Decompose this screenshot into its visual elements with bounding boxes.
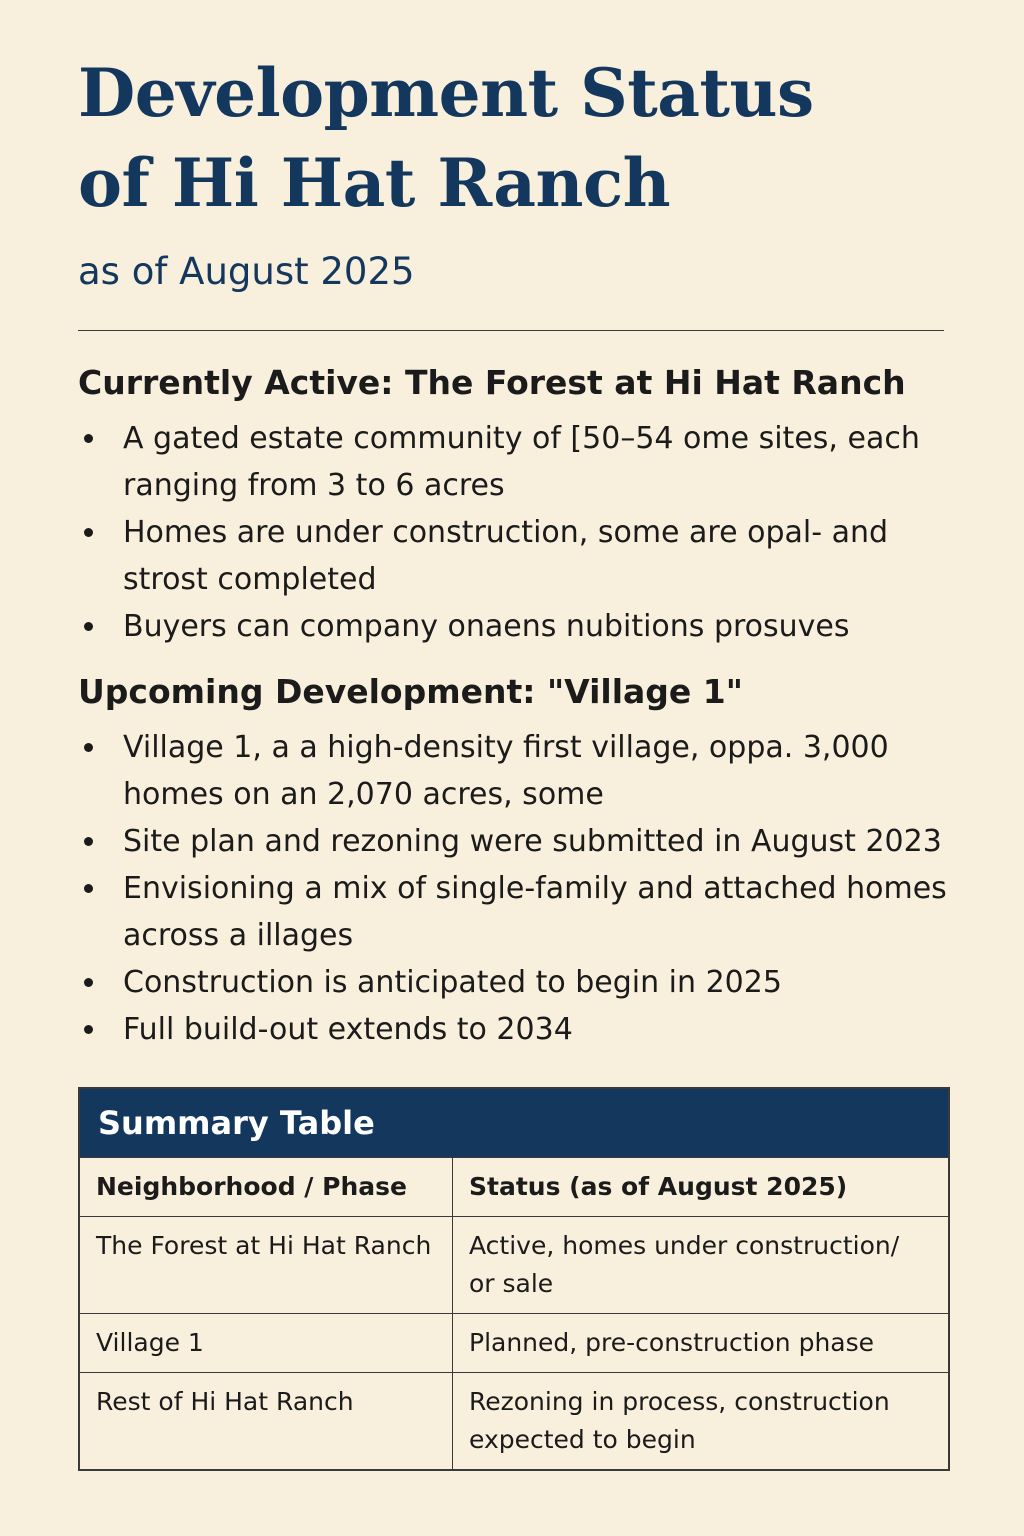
bullet-icon — [84, 837, 93, 846]
bullet-text: A gated estate community of [50–54 ome sites, each ranging from 3 to 6 acres — [123, 421, 920, 503]
section-heading-upcoming: Upcoming Development: "Village 1" — [78, 672, 743, 711]
bullet-text: Envisioning a mix of single-family and attached homes across a illages — [123, 871, 947, 953]
table-cell-phase: Rest of Hi Hat Ranch — [80, 1373, 453, 1470]
section-heading-active: Currently Active: The Forest at Hi Hat Ranch — [78, 363, 906, 402]
summary-table — [78, 1087, 950, 1471]
bullet-text: Homes are under construction, some are opal- and strost completed — [123, 515, 889, 597]
list-item — [78, 603, 948, 650]
table-header-row — [80, 1158, 948, 1217]
bullet-icon — [84, 884, 93, 893]
table-row — [80, 1314, 948, 1373]
bullet-text: Full build-out extends to 2034 — [123, 1012, 573, 1047]
upcoming-bullet-list — [78, 724, 948, 1053]
page-title — [78, 48, 948, 228]
bullet-text: Buyers can company onaens nubitions prosuves — [123, 609, 850, 644]
bullet-icon — [84, 434, 93, 443]
column-header-status: Status (as of August 2025) — [453, 1158, 949, 1217]
bullet-icon — [84, 1025, 93, 1034]
bullet-icon — [84, 978, 93, 987]
bullet-text: Construction is anticipated to begin in 2025 — [123, 965, 782, 1000]
list-item — [78, 818, 948, 865]
table-cell-status: Planned, pre-construction phase — [453, 1314, 949, 1373]
title-line-1: Development Status — [78, 54, 814, 132]
document-page — [78, 48, 948, 1471]
list-item — [78, 415, 948, 509]
list-item — [78, 1006, 948, 1053]
table-cell-phase: Village 1 — [80, 1314, 453, 1373]
table-cell-status: Active, homes under construction/ or sale — [453, 1217, 949, 1314]
divider — [78, 330, 944, 331]
summary-table-grid — [80, 1157, 948, 1469]
bullet-icon — [84, 622, 93, 631]
summary-table-title: Summary Table — [80, 1089, 948, 1157]
title-line-2: of Hi Hat Ranch — [78, 144, 671, 222]
list-item — [78, 509, 948, 603]
column-header-phase: Neighborhood / Phase — [80, 1158, 453, 1217]
list-item — [78, 865, 948, 959]
page-subtitle: as of August 2025 — [78, 250, 415, 293]
bullet-icon — [84, 528, 93, 537]
list-item — [78, 959, 948, 1006]
table-cell-phase: The Forest at Hi Hat Ranch — [80, 1217, 453, 1314]
list-item — [78, 724, 948, 818]
bullet-text: Village 1, a a high-density first village, oppa. 3,000 homes on an 2,070 acres, some — [123, 730, 889, 812]
active-bullet-list — [78, 415, 948, 650]
bullet-icon — [84, 743, 93, 752]
table-row — [80, 1373, 948, 1470]
table-row — [80, 1217, 948, 1314]
bullet-text: Site plan and rezoning were submitted in August 2023 — [123, 824, 942, 859]
table-cell-status: Rezoning in process, construction expected to begin — [453, 1373, 949, 1470]
